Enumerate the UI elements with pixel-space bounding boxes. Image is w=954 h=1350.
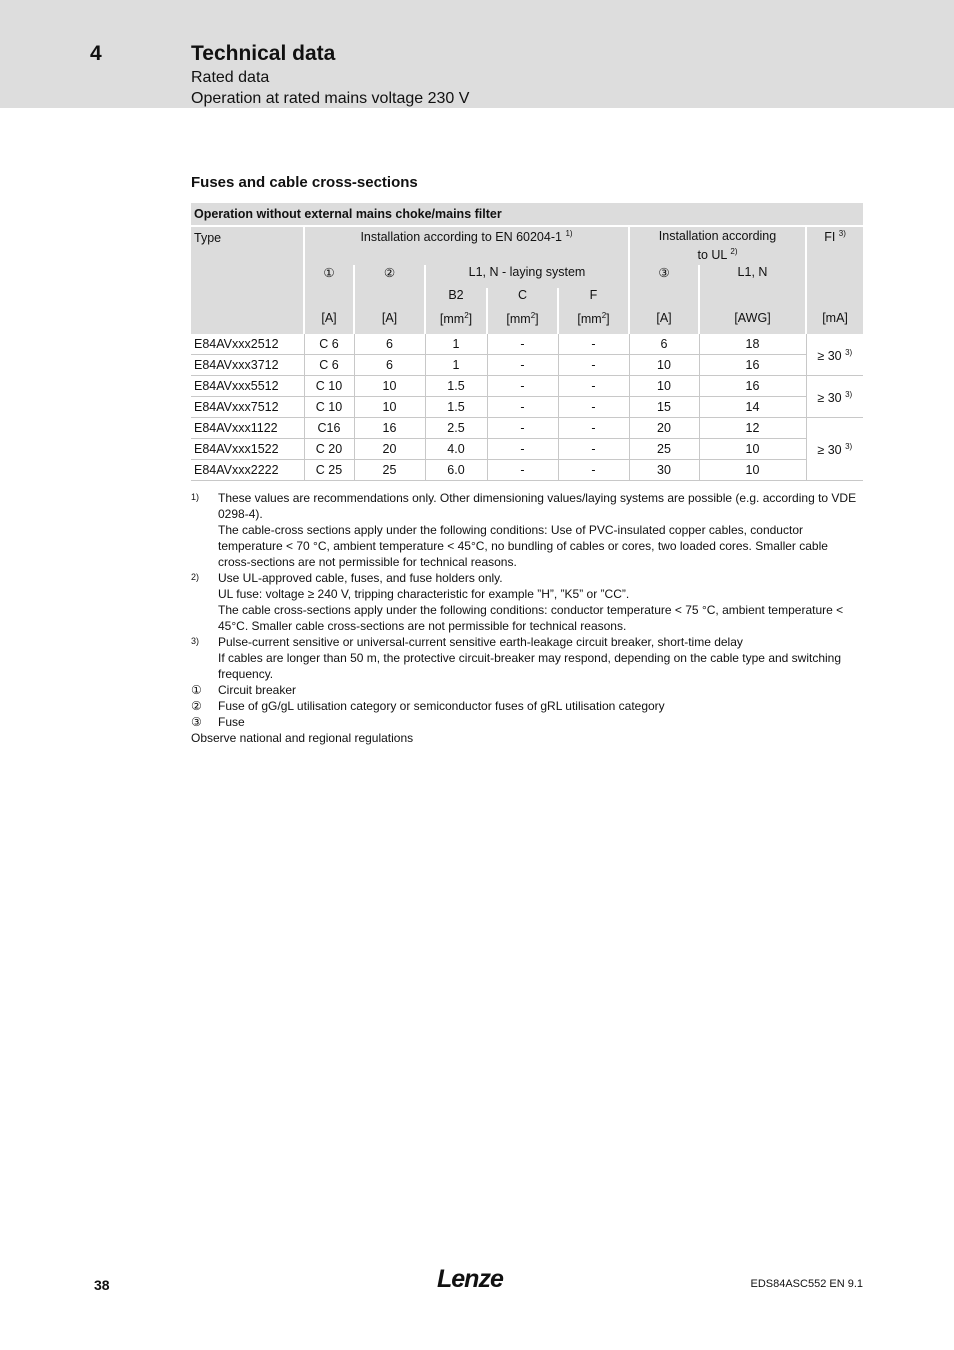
table-row: E84AVxxx1122 C16 16 2.5 - - 20 12 ≥ 30 $^{3)}$ [191,418,863,439]
unit-mm2-f: $[mm^2]$ [558,311,629,334]
closing-note: Observe national and regional regulations [191,731,414,745]
table-row: E84AVxxx1522 C 20 20 4.0 - - 25 10 [191,439,863,460]
header-fuse: ② [354,265,425,311]
section-title: Fuses and cable cross-sections [191,174,418,191]
footnote-2: 2) Use UL-approved cable, fuses, and fuse holders only. UL fuse: voltage ≥ 240 V, tripping characteristic for example ”H”, ”K5” or ”CC”. The cable cross-sections apply under the following conditions: conductor temperature < 75 °C, ambient temperature < 45°C. Smaller cable cross-sections are not permissible for technical reasons. [191,571,844,633]
header-l1n: L1, N [699,265,806,311]
header-b2: B2 [425,288,487,311]
table-row: E84AVxxx7512 C 10 10 1.5 - - 15 14 [191,397,863,418]
subtitle-rated-data: Rated data [191,69,270,86]
unit-a3: [A] [629,311,699,334]
fi-value: ≥ 30 $^{3)}$ [806,334,863,376]
fuse-cable-table [191,203,863,481]
header-fi: FI $^{3)}$ [806,226,863,311]
legend-circuit-breaker: ① Circuit breaker [191,683,297,697]
document-id: EDS84ASC552 EN 9.1 [750,1278,863,1290]
legend-fuse: ③ Fuse [191,715,245,729]
unit-a1: [A] [304,311,354,334]
header-circuit-breaker: ① [304,265,354,311]
header-band [0,0,954,108]
header-laying-system: L1, N - laying system [425,265,629,288]
unit-mm2-c: $[mm^2]$ [487,311,558,334]
chapter-number: 4 [90,42,102,65]
header-c: C [487,288,558,311]
unit-awg: [AWG] [699,311,806,334]
footnote-1: 1) These values are recommendations only. Other dimensioning values/laying systems are possible (e.g. according to VDE 0298-4). The cable-cross sections apply under the following conditions: Use of PVC-insulated copper cables, conductor temperature < 70 °C, ambient temperature < 45°C, no bundling of cables or cores, two loaded cores. Smaller cable cross-sections are not permissible for technical reasons. [191,491,857,569]
chapter-title: Technical data [191,42,336,65]
unit-a2: [A] [354,311,425,334]
table-row: E84AVxxx3712 C 6 6 1 - - 10 16 [191,355,863,376]
page-number: 38 [94,1277,110,1293]
header-type: Type [191,226,304,334]
subtitle-operation: Operation at rated mains voltage 230 V [191,90,470,107]
header-ul: Installation according to UL $^{2)}$ [629,226,806,265]
table-caption: Operation without external mains choke/mains filter [191,203,863,226]
lenze-logo: Lenze [437,1265,503,1293]
table-row: E84AVxxx5512 C 10 10 1.5 - - 10 16 ≥ 30 $^{3)}$ [191,376,863,397]
fi-value: ≥ 30 $^{3)}$ [806,376,863,418]
header-f: F [558,288,629,311]
legend-fuse-gg: ② Fuse of gG/gL utilisation category or semiconductor fuses of gRL utilisation category [191,699,665,713]
unit-ma: [mA] [806,311,863,334]
footnote-3: 3) Pulse-current sensitive or universal-current sensitive earth-leakage circuit breaker, short-time delay If cables are longer than 50 m, the protective circuit-breaker may respond, depending on the cable type and switching frequency. [191,635,842,681]
fi-value: ≥ 30 $^{3)}$ [806,418,863,481]
table-row: E84AVxxx2222 C 25 25 6.0 - - 30 10 [191,460,863,481]
footnotes [191,490,863,746]
header-ul-fuse: ③ [629,265,699,311]
table-row: E84AVxxx2512 C 6 6 1 - - 6 18 ≥ 30 $^{3)}$ [191,334,863,355]
unit-mm2-b2: $[mm^2]$ [425,311,487,334]
header-en60204: Installation according to EN 60204-1 $^{1)}$ [304,226,629,265]
